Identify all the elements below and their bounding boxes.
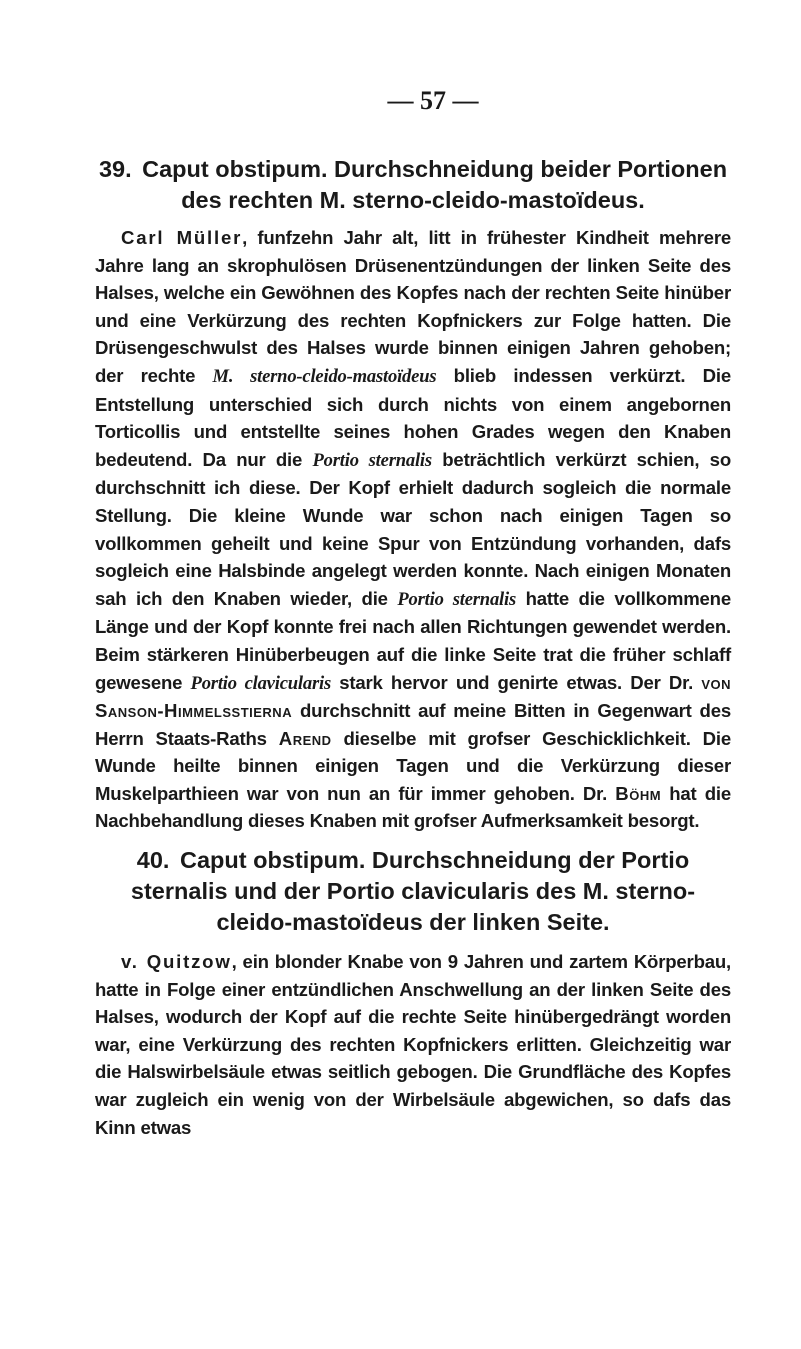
latin-term: Portio sternalis (397, 588, 517, 610)
latin-term: Portio sternalis (312, 449, 432, 471)
patient-name: v. Quitzow (121, 951, 232, 973)
page-number: — 57 — (387, 86, 479, 115)
section-heading-39 (95, 154, 731, 216)
latin-term: M. sterno-cleido-mastoïdeus (212, 365, 437, 387)
section-title: Caput obstipum. Durchschneidung beider Portionen des rechten M. sterno-cleido-mastoïdeus. (142, 156, 728, 213)
paragraph-40: v. Quitzow, ein blonder Knabe von 9 Jahren und zartem Körperbau, hatte in Folge einer entzündlichen Anschwellung an der linken Seite des Halses, wodurch der Kopf auf die rechte Seite hinübergedrängt worden war, eine Verkürzung des rechten Kopfnickers erlitten. Gleichzeitig war die Halswirbelsäule etwas seitlich gebogen. Die Grundfläche des Kopfes war zugleich ein wenig von der Wirbelsäule abgewichen, so dafs das Kinn etwas (95, 951, 731, 1138)
paragraph-39: Carl Müller, funfzehn Jahr alt, litt in frühester Kindheit mehrere Jahre lang an skrophulösen Drüsenentzündungen der linken Seite des Halses, welche ein Gewöhnen des Kopfes nach der rechten Seite hinüber und eine Verkürzung des rechten Kopfnickers zur Folge hatten. Die Drüsengeschwulst des Halses wurde binnen einigen Jahren gehoben; der rechte M. sterno-cleido-mastoïdeus blieb indessen verkürzt. Die Entstellung unterschied sich durch nichts von einem angebornen Torticollis und entstellte seines hohen Grades wegen den Knaben bedeutend. Da nur die Portio sternalis beträchtlich verkürzt schien, so durchschnitt ich diese. Der Kopf erhielt dadurch sogleich die normale Stellung. Die kleine Wunde war schon nach einigen Tagen so vollkommen geheilt und keine Spur von Entzündung vorhanden, dafs sogleich eine Halsbinde angelegt werden konnte. Nach einigen Monaten sah ich den Knaben wieder, die Portio sternalis hatte die vollkommene Länge und der Kopf konnte frei nach allen Richtungen gewendet werden. Beim stärkeren Hinüberbeugen auf die linke Seite trat die früher schlaff gewesene Portio clavicularis stark hervor und genirte etwas. Der Dr. von Sanson-Himmelsstierna durchschnitt auf meine Bitten in Gegenwart des Herrn Staats-Raths Arend dieselbe mit grofser Geschicklichkeit. Die Wunde heilte binnen einigen Tagen und die Verkürzung dieser Muskelparthieen war von nun an für immer gehoben. Dr. Böhm hat die Nachbehandlung dieses Knaben mit grofser Aufmerksamkeit besorgt. (95, 227, 731, 832)
section-number: 39. (98, 156, 132, 182)
section-number: 40. (136, 847, 170, 874)
latin-term: Portio clavicularis (190, 672, 331, 694)
person-name: von Sanson-Himmelsstierna (95, 671, 731, 722)
patient-name: Carl Müller (121, 227, 243, 248)
person-name: Böhm (615, 782, 662, 804)
section-heading-40 (95, 845, 731, 938)
section-title: Caput obstipum. Durchschneidung der Portio sternalis und der Portio clavicularis des M. sterno-cleido-mastoïdeus der linken Seite. (130, 847, 696, 936)
person-name: Arend (278, 727, 332, 749)
